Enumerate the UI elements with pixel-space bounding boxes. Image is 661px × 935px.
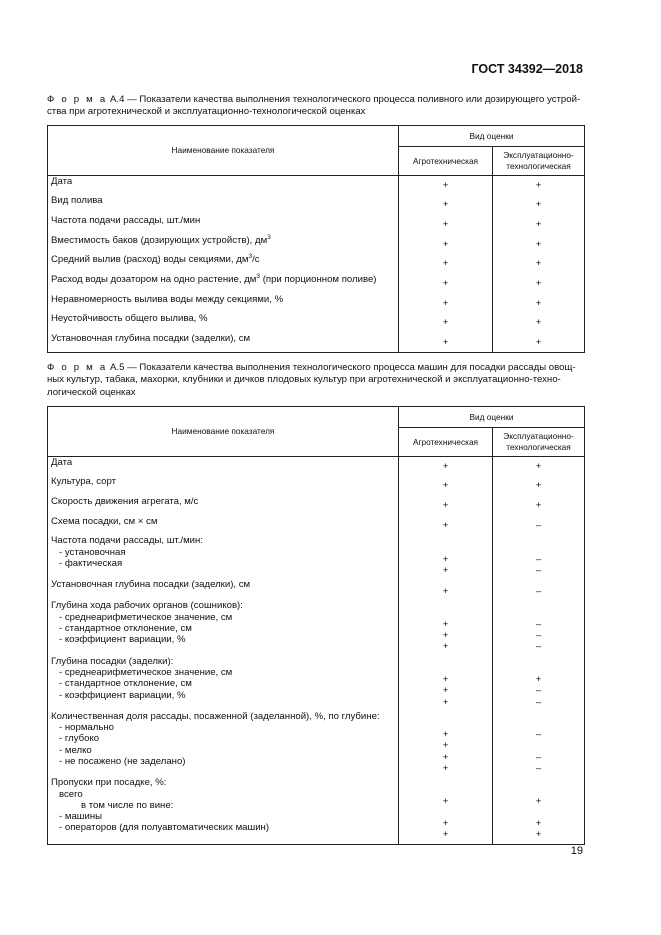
col-header-group: Вид оценки: [399, 407, 585, 428]
table-row: [48, 235, 585, 255]
col-header-agro: Агротехническая: [399, 428, 493, 457]
table-row: [48, 195, 585, 215]
row-name: Дата: [48, 176, 399, 196]
table-row: [48, 254, 585, 274]
row-name: Пропуски при посадке, %: всего в том числе по вине: - машины - операторов (для полуавтоматических машин): [48, 777, 399, 844]
cell-exp: +: [493, 333, 585, 353]
cell-exp: +: [493, 496, 585, 516]
col-header-agro: Агротехническая: [399, 147, 493, 176]
row-name: Скорость движения агрегата, м/с: [48, 496, 399, 516]
row-name: Культура, сорт: [48, 476, 399, 496]
cell-exp: +: [493, 476, 585, 496]
col-header-group: Вид оценки: [399, 126, 585, 147]
table-row: [48, 313, 585, 333]
form-a4-table: [47, 125, 585, 353]
cell-exp: –: [493, 516, 585, 536]
cell-agro: +: [399, 215, 493, 235]
row-name: Расход воды дозатором на одно растение, $дм^3$ (при порционном поливе): [48, 274, 399, 294]
table-row: [48, 457, 585, 477]
cell-agro: +: [399, 313, 493, 333]
cell-exp: +: [493, 254, 585, 274]
row-name: Глубина посадки (заделки): - среднеарифметическое значение, см - стандартное отклонение, см - коэффициент вариации, %: [48, 656, 399, 711]
cell-agro: +: [399, 579, 493, 600]
form-a5-caption-prefix: Ф о р м а: [47, 362, 108, 373]
cell-exp: +: [493, 274, 585, 294]
form-a5-caption: [47, 362, 584, 399]
cell-agro: + + +: [399, 600, 493, 655]
table-row: [48, 496, 585, 516]
cell-agro: + +: [399, 535, 493, 579]
table-row: [48, 333, 585, 353]
cell-exp: + + +: [493, 777, 585, 844]
cell-agro: +: [399, 476, 493, 496]
cell-exp: +: [493, 235, 585, 255]
row-name: Неустойчивость общего вылива, %: [48, 313, 399, 333]
table-row-group: [48, 600, 585, 655]
cell-agro: +: [399, 496, 493, 516]
row-name: Вместимость баков (дозирующих устройств), $дм^3$: [48, 235, 399, 255]
cell-exp: –: [493, 579, 585, 600]
group-title: Количественная доля рассады, посаженной (заделанной), %, по глубине:: [51, 710, 380, 722]
cell-agro: +: [399, 254, 493, 274]
cell-exp: +: [493, 195, 585, 215]
row-name: Глубина хода рабочих органов (сошников): - среднеарифметическое значение, см - стандартное отклонение, см - коэффициент вариации, %: [48, 600, 399, 655]
cell-agro: +: [399, 235, 493, 255]
group-title: Глубина посадки (заделки):: [51, 655, 174, 667]
table-row: [48, 516, 585, 536]
row-name: Количественная доля рассады, посаженной (заделанной), %, по глубине: - нормально - глубоко - мелко - не посажено (не заделано): [48, 711, 399, 777]
table-row-group: [48, 711, 585, 777]
table-row: [48, 215, 585, 235]
row-name: Установочная глубина посадки (заделки), см: [48, 333, 399, 353]
cell-agro: +: [399, 457, 493, 477]
row-name: Вид полива: [48, 195, 399, 215]
cell-agro: + + +: [399, 777, 493, 844]
col-header-exp: Эксплуатационно- технологическая: [493, 147, 585, 176]
document-code: ГОСТ 34392—2018: [471, 62, 583, 76]
cell-exp: + – –: [493, 656, 585, 711]
group-title: Глубина хода рабочих органов (сошников):: [51, 600, 243, 612]
row-name: Установочная глубина посадки (заделки), см: [48, 579, 399, 600]
table-row-group: [48, 777, 585, 844]
cell-exp: – – –: [493, 711, 585, 777]
cell-agro: +: [399, 516, 493, 536]
col-header-name: Наименование показателя: [48, 407, 399, 457]
row-name: Схема посадки, см × см: [48, 516, 399, 536]
table-row: [48, 294, 585, 314]
row-name: Неравномерность вылива воды между секциями, %: [48, 294, 399, 314]
cell-agro: +: [399, 176, 493, 196]
row-name: Частота подачи рассады, шт./мин: - установочная - фактическая: [48, 535, 399, 579]
table-row: [48, 176, 585, 196]
form-a4-caption-prefix: Ф о р м а: [47, 94, 108, 105]
cell-exp: – – –: [493, 600, 585, 655]
form-a5-table: [47, 406, 585, 845]
col-header-exp: Эксплуатационно- технологическая: [493, 428, 585, 457]
cell-agro: +: [399, 333, 493, 353]
table-row: [48, 476, 585, 496]
cell-agro: + + +: [399, 656, 493, 711]
form-a5-caption-text: А.5 — Показатели качества выполнения технологического процесса машин для посадки рассады овощ-ных культур, табака, махорки, клубники и дичков плодовых культур при агротехнической и эксплуатационно-техно-логической оценках: [47, 362, 576, 398]
row-name: Частота подачи рассады, шт./мин: [48, 215, 399, 235]
cell-exp: +: [493, 215, 585, 235]
group-title: Частота подачи рассады, шт./мин:: [51, 535, 203, 547]
table-row-group: [48, 535, 585, 579]
table-row: [48, 579, 585, 600]
cell-agro: +: [399, 195, 493, 215]
cell-agro: + + + +: [399, 711, 493, 777]
cell-exp: +: [493, 457, 585, 477]
col-header-name: Наименование показателя: [48, 126, 399, 176]
page-number: 19: [570, 845, 583, 857]
cell-exp: +: [493, 313, 585, 333]
cell-exp: +: [493, 294, 585, 314]
form-a4-caption-text: А.4 — Показатели качества выполнения технологического процесса поливного или дозирующего устрой-ства при агротехнической и эксплуатационно-технологической оценках: [47, 94, 581, 118]
form-a4-caption: [47, 94, 584, 119]
group-title: Пропуски при посадке, %:: [51, 777, 167, 789]
row-name: Дата: [48, 457, 399, 477]
row-name: Средний вылив (расход) воды секциями, $дм^3/с$: [48, 254, 399, 274]
table-row: [48, 274, 585, 294]
table-row-group: [48, 656, 585, 711]
cell-exp: – –: [493, 535, 585, 579]
cell-exp: +: [493, 176, 585, 196]
cell-agro: +: [399, 274, 493, 294]
cell-agro: +: [399, 294, 493, 314]
